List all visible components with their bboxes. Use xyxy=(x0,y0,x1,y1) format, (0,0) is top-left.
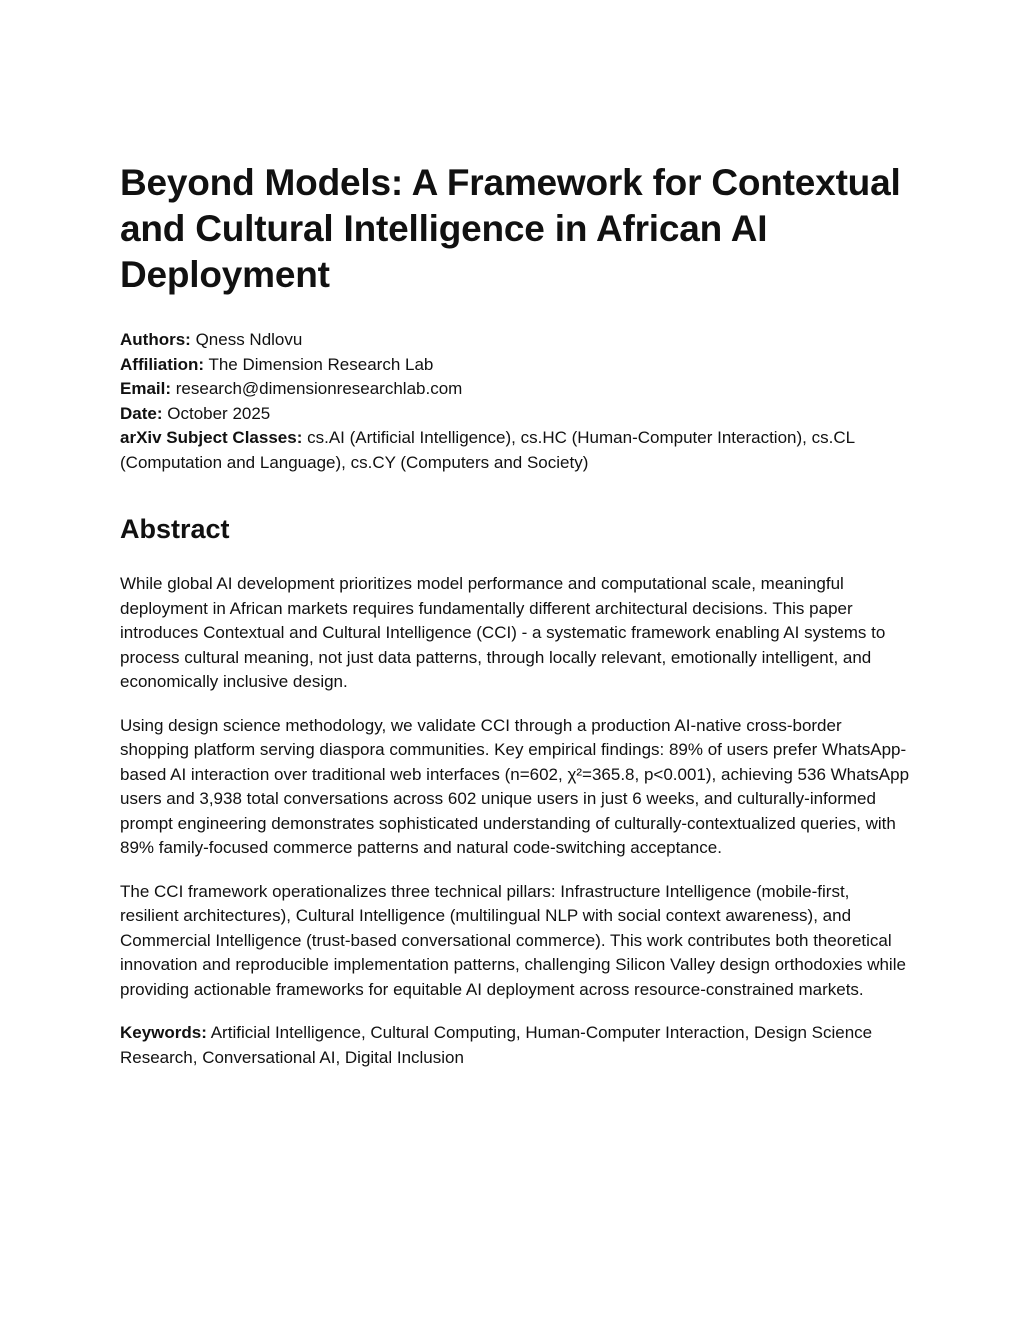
paper-page xyxy=(120,160,910,1070)
meta-email-label: Email: xyxy=(120,379,172,398)
meta-subject-classes-value: cs.AI (Artificial Intelligence), cs.HC (Human-Computer Interaction), cs.CL (Computation and Language), cs.CY (Computers and Society) xyxy=(120,428,855,472)
meta-affiliation-value: The Dimension Research Lab xyxy=(208,354,434,374)
abstract-paragraph-2: Using design science methodology, we validate CCI through a production AI-native cross-border shopping platform serving diaspora communities. Key empirical findings: 89% of users prefer WhatsApp-based AI interaction over traditional web interfaces (n=602, χ²=365.8, p<0.001), achieving 536 WhatsApp users and 3,938 total conversations across 602 unique users in just 6 weeks, and culturally-informed prompt engineering demonstrates sophisticated understanding of culturally-contextualized queries, with 89% family-focused commerce patterns and natural code-switching acceptance. xyxy=(120,715,910,857)
meta-date-value: October 2025 xyxy=(167,403,271,423)
abstract-heading: Abstract xyxy=(120,514,230,544)
meta-authors-label: Authors: xyxy=(120,330,191,349)
abstract-paragraph-3: The CCI framework operationalizes three technical pillars: Infrastructure Intelligence (mobile-first, resilient architectures), Cultural Intelligence (multilingual NLP with social context awareness), and Commercial Intelligence (trust-based conversational commerce). This work contributes both theoretical innovation and reproducible implementation patterns, challenging Silicon Valley design orthodoxies while providing actionable frameworks for equitable AI deployment across resource-constrained markets. xyxy=(120,881,906,999)
abstract-paragraph-1: While global AI development prioritizes model performance and computational scale, meaningful deployment in African markets requires fundamentally different architectural decisions. This paper introduces Contextual and Cultural Intelligence (CCI) - a systematic framework enabling AI systems to process cultural meaning, not just data patterns, through locally relevant, emotionally intelligent, and economically inclusive design. xyxy=(120,574,886,691)
meta-affiliation-label: Affiliation: xyxy=(120,354,205,374)
meta-authors-value: Qness Ndlovu xyxy=(195,330,303,349)
meta-subject-classes-label: arXiv Subject Classes: xyxy=(120,428,303,447)
meta-authors xyxy=(120,328,910,353)
paper-title: Beyond Models: A Framework for Contextual and Cultural Intelligence in African AI Deployment xyxy=(120,162,901,295)
meta-date-label: Date: xyxy=(120,403,163,423)
meta-email xyxy=(120,377,910,402)
meta-date xyxy=(120,402,910,427)
meta-affiliation xyxy=(120,353,910,378)
paper-metadata xyxy=(120,328,910,475)
keywords-label: Keywords: xyxy=(120,1023,207,1042)
meta-email-value: research@dimensionresearchlab.com xyxy=(175,379,463,398)
keywords-value: Artificial Intelligence, Cultural Computing, Human-Computer Interaction, Design Science Research, Conversational AI, Digital Inclusion xyxy=(120,1023,873,1067)
keywords xyxy=(120,1021,910,1070)
meta-subject-classes xyxy=(120,426,910,475)
